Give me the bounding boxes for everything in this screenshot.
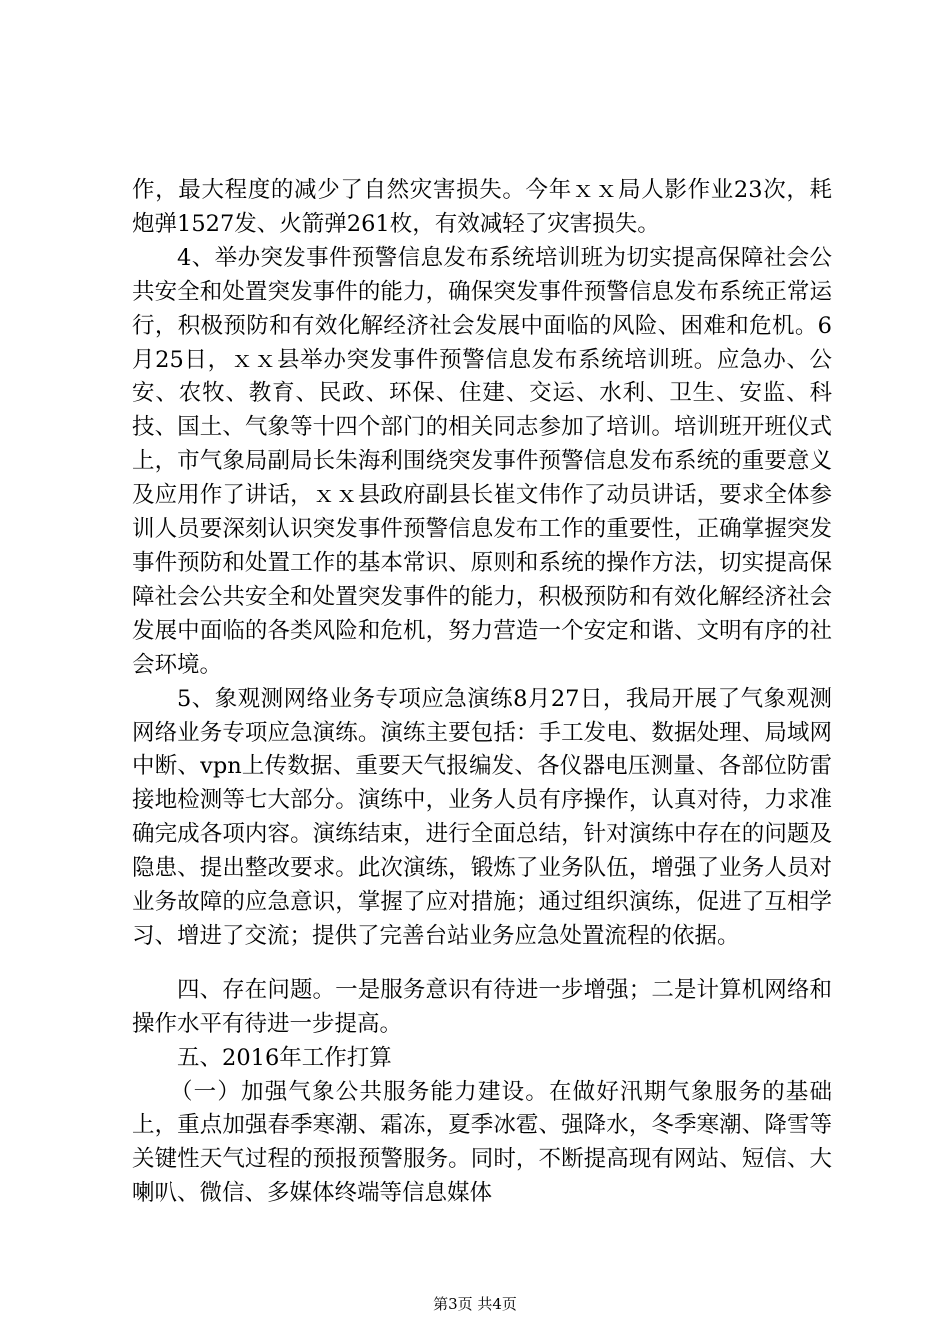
paragraph-subsection-1: （一）加强气象公共服务能力建设。在做好汛期气象服务的基础上，重点加强春季寒潮、霜冻，夏季冰雹、强降水，冬季寒潮、降雪等关键性天气过程的预报预警服务。同时，不断提高现有网站、短信、大喇叭、微信、多媒体终端等信息媒体 (132, 1078, 832, 1207)
section-heading-5: 五、2016年工作打算 (177, 1044, 392, 1071)
paragraph-item-4: 4、举办突发事件预警信息发布系统培训班为切实提高保障社会公共安全和处置突发事件的能力，确保突发事件预警信息发布系统正常运行，积极预防和有效化解经济社会发展中面临的风险、困难和危机。6月25日，ｘｘ县举办突发事件预警信息发布系统培训班。应急办、公安、农牧、教育、民政、环保、住建、交运、水利、卫生、安监、科技、国土、气象等十四个部门的相关同志参加了培训。培训班开班仪式上，市气象局副局长朱海利围绕突发事件预警信息发布系统的重要意义及应用作了讲话，ｘｘ县政府副县长崔文伟作了动员讲话，要求全体参训人员要深刻认识突发事件预警信息发布工作的重要性，正确掌握突发事件预防和处置工作的基本常识、原则和系统的操作方法，切实提高保障社会公共安全和处置突发事件的能力，积极预防和有效化解经济社会发展中面临的各类风险和危机，努力营造一个安定和谐、文明有序的社会环境。 (132, 244, 832, 678)
page-footer: 第3页 共4页 (433, 1295, 517, 1313)
document-body (132, 174, 832, 1211)
paragraph-section-4: 四、存在问题。一是服务意识有待进一步增强；二是计算机网络和操作水平有待进一步提高。 (132, 976, 832, 1037)
paragraph-item-5: 5、象观测网络业务专项应急演练8月27日，我局开展了气象观测网络业务专项应急演练。演练主要包括：手工发电、数据处理、局域网中断、vpn上传数据、重要天气报编发、各仪器电压测量、各部位防雷接地检测等七大部分。演练中，业务人员有序操作，认真对待，力求准确完成各项内容。演练结束，进行全面总结，针对演练中存在的问题及隐患、提出整改要求。此次演练，锻炼了业务队伍，增强了业务人员对业务故障的应急意识，掌握了应对措施；通过组织演练，促进了互相学习、增进了交流；提供了完善台站业务应急处置流程的依据。 (132, 685, 832, 949)
paragraph-continuation: 作，最大程度的减少了自然灾害损失。今年ｘｘ局人影作业23次，耗炮弹1527发、火箭弹261枚，有效减轻了灾害损失。 (132, 177, 832, 237)
